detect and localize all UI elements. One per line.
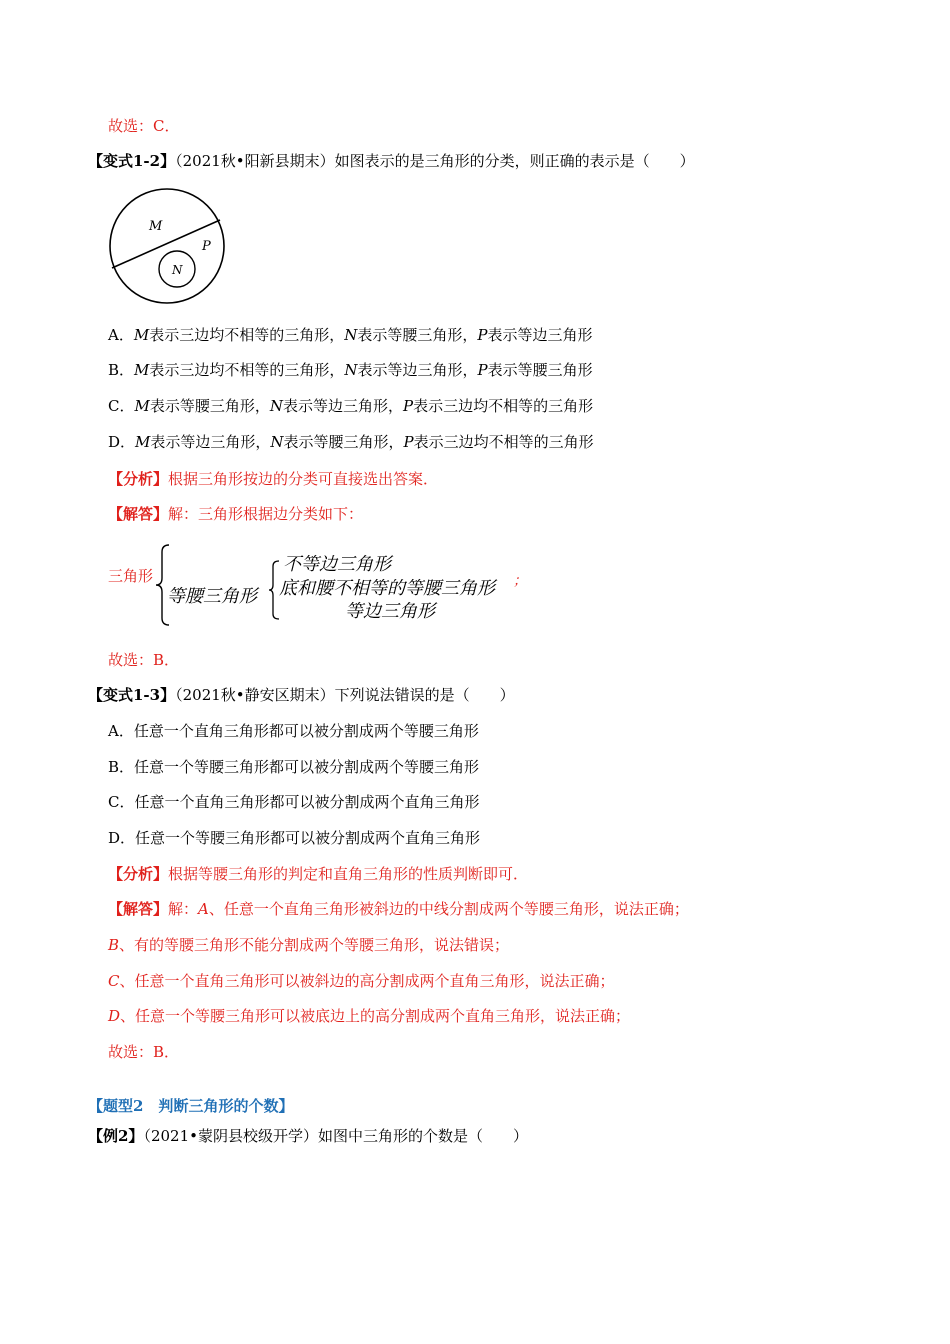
option-c: C．M表示等腰三角形，N表示等边三角形，P表示三边均不相等的三角形 (108, 397, 594, 415)
question-source: （2021秋•静安区期末） (175, 686, 335, 704)
question-text: 下列说法错误的是（ ） (334, 686, 515, 704)
option-c: C．任意一个直角三角形都可以被分割成两个直角三角形 (108, 793, 480, 811)
example-source: （2021•蒙阴县校级开学） (143, 1127, 318, 1145)
solution-line: 【解答】解：三角形根据边分类如下： (108, 505, 364, 523)
set-diagram (105, 188, 230, 306)
solution-line-b: B、有的等腰三角形不能分割成两个等腰三角形，说法错误； (108, 936, 510, 954)
label-p: P (202, 239, 211, 254)
classification-root: 三角形 (108, 567, 154, 585)
example-2-stem (88, 1126, 528, 1146)
option-d: D．任意一个等腰三角形都可以被分割成两个直角三角形 (108, 829, 481, 847)
example-tag: 【例2】 (88, 1127, 144, 1145)
option-b: B．任意一个等腰三角形都可以被分割成两个等腰三角形 (108, 758, 480, 776)
example-text: 如图中三角形的个数是（ ） (317, 1127, 528, 1145)
answer-line-2: 故选：B． (108, 651, 180, 669)
analysis-line: 【分析】根据等腰三角形的判定和直角三角形的性质判断即可． (108, 865, 529, 883)
option-a: A．任意一个直角三角形都可以被分割成两个等腰三角形 (108, 722, 479, 740)
option-a: A．M表示三边均不相等的三角形，N表示等腰三角形，P表示等边三角形 (108, 326, 593, 344)
classification-end: ； (513, 573, 527, 589)
classification-bottom: 等边三角形 (345, 601, 435, 622)
answer-line-3: 故选：B． (108, 1043, 180, 1061)
label-m: M (149, 219, 163, 234)
section-heading: 【题型2 判断三角形的个数】 (88, 1097, 294, 1115)
question-1-3-stem (88, 685, 515, 705)
solution-line: 【解答】解：A、任意一个直角三角形被斜边的中线分割成两个等腰三角形，说法正确； (108, 900, 689, 918)
option-d: D．M表示等边三角形，N表示等腰三角形，P表示三边均不相等的三角形 (108, 433, 594, 451)
solution-line-d: D、任意一个等腰三角形可以被底边上的高分割成两个直角三角形，说法正确； (108, 1007, 631, 1025)
classification-middle: 底和腰不相等的等腰三角形 (279, 578, 495, 599)
label-n: N (172, 263, 183, 277)
question-1-2-stem (88, 151, 695, 171)
classification-scheme (105, 540, 545, 630)
question-tag: 【变式1-3】 (88, 686, 176, 704)
classification-top: 不等边三角形 (283, 554, 391, 575)
answer-line-1: 故选：C． (108, 117, 180, 135)
question-source: （2021秋•阳新县期末） (175, 152, 335, 170)
question-tag: 【变式1-2】 (88, 152, 176, 170)
solution-line-c: C、任意一个直角三角形可以被斜边的高分割成两个直角三角形，说法正确； (108, 972, 615, 990)
classification-level1: 等腰三角形 (167, 586, 257, 607)
question-text: 如图表示的是三角形的分类，则正确的表示是（ ） (334, 152, 695, 170)
option-b: B．M表示三边均不相等的三角形，N表示等边三角形，P表示等腰三角形 (108, 361, 593, 379)
analysis-line: 【分析】根据三角形按边的分类可直接选出答案． (108, 470, 439, 488)
